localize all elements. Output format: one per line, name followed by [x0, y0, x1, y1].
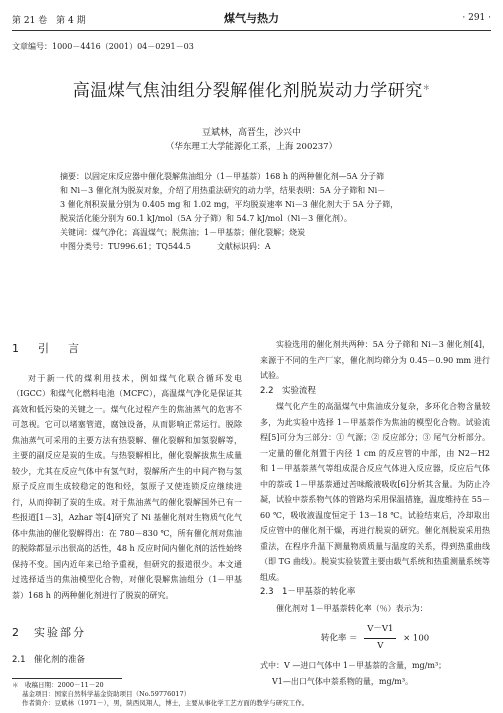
article-number: 文章编号：1000－4416（2001）04－0291－03: [12, 42, 194, 51]
footnote-rule: [12, 678, 122, 679]
footnote-line: 基金项目：国家自然科学基金资助项目（No.59776017）: [22, 690, 191, 698]
right-column: [260, 337, 490, 689]
left-column: [12, 337, 242, 668]
document-code: 文献标识码：A: [216, 242, 271, 251]
paper-title-text: 高温煤气焦油组分裂解催化剂脱炭动力学研究: [72, 81, 423, 101]
formula-fraction: [364, 622, 396, 654]
subsection-heading: 2.1 催化剂的准备: [12, 654, 86, 665]
section-heading: 2 实验部分: [12, 626, 86, 639]
footnote-line: 作者简介：豆斌林（1971－），男，陕西凤翔人，博士，主要从事化学工艺方面的教学与研究工作。: [22, 699, 309, 707]
running-header: [12, 10, 491, 26]
abstract-line: 脱炭活化能分别为 60.1 kJ/mol（5A 分子筛）和 54.7 kJ/mol（Ni－3 催化剂）。: [60, 214, 352, 223]
issue-info: 第 21 卷 第 4 期: [12, 16, 86, 26]
body-paragraph: 对于新一代的煤利用技术，例如煤气化联合循环发电（IGCC）和煤气化燃料电池（MCFC），高温煤气净化是保证其高效和低污染的关键之一。煤气化过程产生的焦油蒸气的危害不可忽视。它可以堵塞管道，腐蚀设备，从而影响正常运行。脱除焦油蒸气可采用的主要方法有热裂解、催化裂解和加氢裂解等，主要的副反应是炭的生成。与热裂解相比，催化裂解拔焦生成量较少，尤其在反应气体中有氢气时，裂解所产生的中间产物与氢原子反应而生成较稳定的饱和烃，氢原子又使连锁反应继续进行，从而抑制了炭的生成。对于焦油蒸气的催化裂解国外已有一些报道[1－3]，Azhar 等[4]研究了 Ni 基催化剂对生物质气化气体中焦油的催化裂解得出：在 780－830 ℃，所有催化剂对焦油的脱除都显示出很高的活性，48 h 反应时间内催化剂的活性始终保持不变。国内近年来已给予重视，但研究的报道很少。本文通过选择适当的焦油模型化合物，对催化裂解焦油组分（1－甲基萘）168 h 的两种催化剂进行了脱炭的研究。: [12, 373, 242, 600]
formula-where-line: 式中：V —进口气体中 1－甲基萘的含量，mg/m³；: [260, 661, 447, 670]
abstract-line: 3 催化剂积炭量分别为 0.405 mg 和 1.02 mg，平均脱炭速率 Ni－3 催化剂大于 5A 分子筛，: [60, 200, 399, 209]
body-paragraph: 催化剂对 1－甲基萘转化率（％）表示为：: [276, 603, 428, 613]
abstract-block: [60, 170, 463, 254]
paper-title: [0, 76, 503, 101]
body-paragraph: 实验选用的催化剂共两种：5A 分子筛和 Ni－3 催化剂[4]，来源于不同的生产厂家，催化剂均筛分为 0.45－0.90 mm 进行试验。: [260, 340, 490, 380]
formula-lhs: 转化率 ＝: [320, 633, 358, 644]
classification-line: [60, 240, 463, 254]
clc-number: 中图分类号：TU996.61；TQ544.5: [60, 242, 191, 251]
title-footnote-mark: ＊: [422, 83, 431, 92]
journal-name: 煤气与热力: [224, 12, 279, 25]
affiliation: （华东理工大学能源化工系，上海 200237）: [165, 142, 338, 152]
section-heading: 1 引 言: [12, 342, 83, 355]
conversion-formula: [260, 622, 490, 654]
footnote-line: ＊ 收稿日期：2000－11－20: [12, 681, 104, 689]
formula-rhs: × 100: [403, 633, 430, 644]
body-paragraph: 煤气化产生的高温煤气中焦油成分复杂，多环化合物含量较多，为此实验中选择 1－甲基萘作为焦油的模型化合物。试验流程[5]可分为三部分：① 气源；② 反应部分；③ 尾气分析部分。一定量的催化剂置于内径 1 cm 的反应管的中部，由 N2－H2 和 1－甲基萘蒸气等组成混合反应气体进入反应器，反应后气体中的萘或 1－甲基萘通过苦味酸液吸收[6]分析其含量。为防止冷凝，试验中萘系物气体的管路均采用保温措施，温度维持在 55－60 ℃，吸收液温度恒定于 13－18 ℃。试验结束后，冷却取出反应管中的催化剂干燥，再进行脱炭的研究。催化剂脱炭采用热重法，在程序升温下测量物质质量与温度的关系，得到热重曲线（即 TG 曲线）。脱炭实验装置主要由载气系统和热重测量系统等组成。: [260, 402, 490, 582]
page-number: · 291 ·: [462, 13, 491, 23]
keywords: 关键词：煤气净化；高温煤气；脱焦油；1－甲基萘；催化裂解；烧炭: [60, 228, 306, 237]
subsection-heading: 2.2 实验流程: [260, 385, 317, 396]
formula-denominator: V: [377, 640, 384, 651]
formula-where-line: V1—出口气体中萘系物的量，mg/m³。: [272, 676, 414, 686]
formula-numerator: V－V1: [364, 622, 396, 639]
subsection-heading: 2.3 1－甲基萘的转化率: [260, 587, 356, 597]
abstract-line: 和 Ni－3 催化剂为脱炭对象，介绍了用热重法研究的动力学，结果表明：5A 分子筛和 Ni－: [60, 186, 386, 195]
header-rule: [12, 30, 491, 31]
authors: 豆斌林，高晋生，沙兴中: [201, 128, 301, 138]
abstract-line: 摘要：以固定床反应器中催化裂解焦油组分（1－甲基萘）168 h 的两种催化剂—5A 分子筛: [60, 172, 385, 181]
footnote: [12, 681, 491, 708]
